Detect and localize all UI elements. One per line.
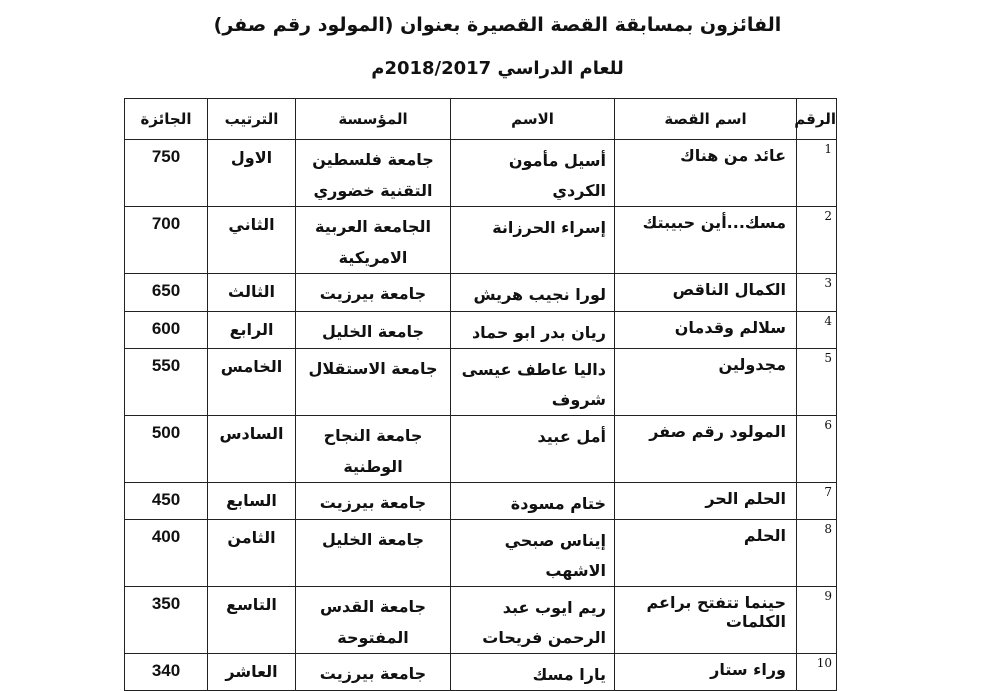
prize: 350 xyxy=(125,587,208,654)
institution: جامعة القدس المفتوحة xyxy=(296,587,451,654)
winner-name: داليا عاطف عيسى شروف xyxy=(451,349,615,416)
winner-name: إيناس صبحي الاشهب xyxy=(451,520,615,587)
row-number: 2 xyxy=(797,207,837,274)
row-number: 7 xyxy=(797,483,837,520)
prize: 400 xyxy=(125,520,208,587)
winner-name: إسراء الحرزانة xyxy=(451,207,615,274)
table-row xyxy=(125,312,837,349)
prize: 500 xyxy=(125,416,208,483)
winner-name: أسيل مأمون الكردي xyxy=(451,140,615,207)
row-number: 4 xyxy=(797,312,837,349)
story-title: حينما تتفتح براعم الكلمات xyxy=(615,587,797,654)
rank: الخامس xyxy=(208,349,296,416)
story-title: وراء ستار xyxy=(615,654,797,691)
institution: الجامعة العربية الامريكية xyxy=(296,207,451,274)
winner-name: لورا نجيب هريش xyxy=(451,274,615,312)
table-header-row xyxy=(125,99,837,140)
institution: جامعة بيرزيت xyxy=(296,483,451,520)
rank: الثالث xyxy=(208,274,296,312)
table-row xyxy=(125,483,837,520)
prize: 600 xyxy=(125,312,208,349)
winner-name: ريم ايوب عبد الرحمن فريحات xyxy=(451,587,615,654)
col-header-rank: الترتيب xyxy=(208,99,296,140)
prize: 700 xyxy=(125,207,208,274)
rank: التاسع xyxy=(208,587,296,654)
table-row xyxy=(125,520,837,587)
row-number: 6 xyxy=(797,416,837,483)
table-row xyxy=(125,207,837,274)
col-header-num: الرقم xyxy=(797,99,837,140)
story-title: المولود رقم صفر xyxy=(615,416,797,483)
story-title: الحلم xyxy=(615,520,797,587)
institution: جامعة الخليل xyxy=(296,520,451,587)
row-number: 10 xyxy=(797,654,837,691)
institution: جامعة بيرزيت xyxy=(296,654,451,691)
institution: جامعة بيرزيت xyxy=(296,274,451,312)
row-number: 1 xyxy=(797,140,837,207)
document-title: الفائزون بمسابقة القصة القصيرة بعنوان (المولود رقم صفر) xyxy=(213,14,782,36)
table-row xyxy=(125,349,837,416)
story-title: الكمال الناقص xyxy=(615,274,797,312)
rank: الثاني xyxy=(208,207,296,274)
winner-name: يارا مسك xyxy=(451,654,615,691)
story-title: مسك...أين حبيبتك xyxy=(615,207,797,274)
table-row xyxy=(125,587,837,654)
row-number: 5 xyxy=(797,349,837,416)
winner-name: ختام مسودة xyxy=(451,483,615,520)
col-header-prize: الجائزة xyxy=(125,99,208,140)
rank: الثامن xyxy=(208,520,296,587)
col-header-institution: المؤسسة xyxy=(296,99,451,140)
academic-year: للعام الدراسي 2018/2017م xyxy=(371,58,624,79)
story-title: مجدولين xyxy=(615,349,797,416)
institution: جامعة الاستقلال xyxy=(296,349,451,416)
winner-name: ريان بدر ابو حماد xyxy=(451,312,615,349)
prize: 450 xyxy=(125,483,208,520)
table-row xyxy=(125,416,837,483)
institution: جامعة النجاح الوطنية xyxy=(296,416,451,483)
winner-name: أمل عبيد xyxy=(451,416,615,483)
institution: جامعة الخليل xyxy=(296,312,451,349)
rank: الاول xyxy=(208,140,296,207)
col-header-name: الاسم xyxy=(451,99,615,140)
institution: جامعة فلسطين التقنية خضوري xyxy=(296,140,451,207)
story-title: سلالم وقدمان xyxy=(615,312,797,349)
row-number: 8 xyxy=(797,520,837,587)
table-row xyxy=(125,654,837,691)
prize: 650 xyxy=(125,274,208,312)
rank: الرابع xyxy=(208,312,296,349)
table-row xyxy=(125,140,837,207)
prize: 750 xyxy=(125,140,208,207)
rank: العاشر xyxy=(208,654,296,691)
rank: السابع xyxy=(208,483,296,520)
row-number: 3 xyxy=(797,274,837,312)
row-number: 9 xyxy=(797,587,837,654)
prize: 340 xyxy=(125,654,208,691)
story-title: الحلم الحر xyxy=(615,483,797,520)
col-header-story: اسم القصة xyxy=(615,99,797,140)
prize: 550 xyxy=(125,349,208,416)
winners-table xyxy=(124,98,837,691)
table-row xyxy=(125,274,837,312)
story-title: عائد من هناك xyxy=(615,140,797,207)
rank: السادس xyxy=(208,416,296,483)
